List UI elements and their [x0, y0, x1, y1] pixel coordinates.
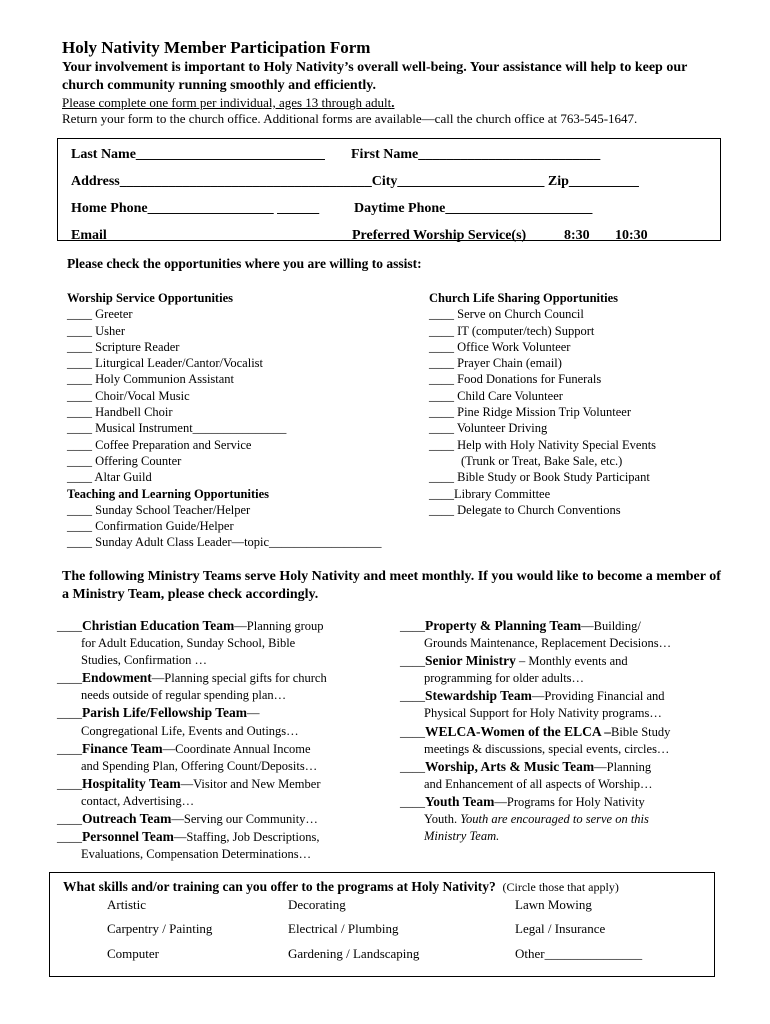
team-name: Senior Ministry: [425, 653, 516, 669]
team-description-line: Physical Support for Holy Nativity programs…: [424, 706, 662, 721]
team-check-blank[interactable]: ____: [57, 830, 82, 845]
opportunity-item[interactable]: ____ Liturgical Leader/Cantor/Vocalist: [67, 356, 264, 371]
team-description-line: Studies, Confirmation …: [81, 653, 208, 668]
team-description-line: programming for older adults…: [424, 671, 585, 686]
team-description-line: needs outside of regular spending plan…: [81, 688, 287, 703]
ministry-teams-heading: The following Ministry Teams serve Holy Nativity and meet monthly. If you would like to become a member of a Ministry Team, please check accordingly.: [62, 569, 721, 602]
opportunities-left-column: [67, 290, 382, 551]
skills-box: [49, 872, 715, 977]
opportunity-item[interactable]: ____ Sunday School Teacher/Helper: [67, 502, 251, 517]
team-name: Stewardship Team: [425, 688, 532, 704]
team-check-blank[interactable]: ____: [400, 724, 425, 739]
skill-option[interactable]: Legal / Insurance: [515, 921, 606, 936]
team-description-line: and Enhancement of all aspects of Worship…: [424, 776, 653, 791]
opportunity-item[interactable]: ____ Usher: [67, 323, 125, 338]
team-check-blank[interactable]: ____: [400, 794, 425, 809]
team-description-line: [400, 811, 671, 828]
team-name: Personnel Team: [82, 829, 174, 845]
team-check-blank[interactable]: ____: [400, 619, 425, 633]
skill-option[interactable]: Computer: [107, 946, 159, 961]
skills-instruction: (Circle those that apply): [502, 880, 619, 894]
daytime-phone-field[interactable]: Daytime Phone_____________________: [354, 201, 593, 216]
team-description: —Building/: [581, 619, 641, 633]
team-name: Finance Team: [82, 740, 163, 756]
opportunity-item[interactable]: ____ Food Donations for Funerals: [429, 372, 602, 387]
team-description-line: meetings & discussions, special events, circles…: [424, 741, 670, 756]
skill-option[interactable]: Other_______________: [515, 946, 643, 961]
team-name: Outreach Team: [82, 811, 172, 827]
ministry-team-item[interactable]: [400, 793, 671, 811]
ministry-team-item[interactable]: [57, 828, 327, 846]
opportunity-item[interactable]: ____ IT (computer/tech) Support: [429, 323, 595, 338]
youth-encouragement-note: Youth are encouraged to serve on this: [460, 812, 649, 827]
opportunity-item[interactable]: ____ Offering Counter: [67, 453, 182, 468]
opportunity-item[interactable]: ____ Holy Communion Assistant: [67, 372, 235, 387]
worship-time-1030[interactable]: 10:30: [615, 228, 648, 243]
skill-option[interactable]: Lawn Mowing: [515, 897, 592, 912]
skill-option[interactable]: Artistic: [107, 897, 146, 912]
team-name: Youth Team: [425, 793, 495, 809]
opportunity-section-heading: Teaching and Learning Opportunities: [67, 486, 270, 501]
team-description: —Staffing, Job Descriptions,: [173, 830, 320, 845]
opportunity-item[interactable]: ____ Altar Guild: [67, 470, 152, 485]
team-name: Parish Life/Fellowship Team: [82, 705, 248, 721]
ministry-team-item[interactable]: [400, 687, 671, 705]
team-description-line: contact, Advertising…: [81, 793, 195, 808]
team-description: —: [247, 706, 260, 721]
opportunity-section-heading: Worship Service Opportunities: [67, 291, 233, 305]
team-description-line: and Spending Plan, Offering Count/Deposits…: [81, 758, 318, 773]
opportunity-item[interactable]: ____Library Committee: [429, 486, 551, 501]
ministry-team-item[interactable]: [400, 617, 671, 635]
ministry-team-item[interactable]: [400, 652, 671, 670]
opportunity-item[interactable]: ____ Sunday Adult Class Leader—topic__________________: [67, 535, 382, 550]
team-name: Endowment: [82, 670, 152, 686]
opportunity-item[interactable]: ____ Greeter: [67, 307, 133, 322]
opportunity-item[interactable]: ____ Serve on Church Council: [429, 307, 584, 322]
ministry-teams-left-column: [57, 617, 327, 863]
skills-question: [63, 879, 619, 895]
opportunity-item-detail: (Trunk or Treat, Bake Sale, etc.): [461, 453, 623, 468]
intro-text: Your involvement is important to Holy Nativity’s overall well-being. Your assistance will help to keep our church community running smoothly and efficiently.: [62, 60, 688, 93]
last-name-field[interactable]: Last Name___________________________: [71, 147, 325, 162]
ministry-team-item[interactable]: [57, 810, 327, 828]
youth-team-note: Youth.: [424, 812, 458, 827]
ministry-team-item[interactable]: [400, 723, 671, 741]
team-description: —Planning special gifts for church: [151, 671, 327, 686]
opportunity-item[interactable]: ____ Delegate to Church Conventions: [429, 502, 621, 517]
ministry-team-item[interactable]: [400, 758, 671, 776]
youth-encouragement-note-line-2: Ministry Team.: [424, 829, 500, 844]
opportunity-item[interactable]: ____ Musical Instrument_______________: [67, 421, 287, 436]
ministry-team-item[interactable]: [57, 704, 327, 722]
email-field[interactable]: Email_____________________________: [71, 228, 310, 243]
opportunity-item[interactable]: ____ Volunteer Driving: [429, 421, 548, 436]
skill-option[interactable]: Electrical / Plumbing: [288, 921, 399, 936]
opportunity-item[interactable]: ____ Handbell Choir: [67, 405, 173, 420]
team-description-line: Congregational Life, Events and Outings…: [81, 723, 299, 738]
opportunity-item[interactable]: ____ Coffee Preparation and Service: [67, 437, 252, 452]
ministry-team-item[interactable]: [57, 669, 327, 687]
skill-option[interactable]: Gardening / Landscaping: [288, 946, 420, 961]
opportunities-right-column: [429, 290, 656, 518]
team-name: Christian Education Team: [82, 618, 235, 633]
team-description-line: Evaluations, Compensation Determinations…: [81, 847, 312, 862]
team-description: —Coordinate Annual Income: [162, 741, 311, 756]
team-description-line: Grounds Maintenance, Replacement Decisions…: [424, 636, 672, 651]
team-check-blank[interactable]: ____: [57, 619, 82, 633]
team-description: —Planning: [594, 759, 652, 774]
first-name-field[interactable]: First Name__________________________: [351, 147, 601, 162]
ministry-team-item[interactable]: [57, 740, 327, 758]
form-title: Holy Nativity Member Participation Form: [62, 38, 371, 57]
team-check-blank[interactable]: ____: [57, 812, 82, 827]
team-check-blank[interactable]: ____: [57, 671, 82, 686]
team-check-blank[interactable]: ____: [57, 706, 82, 721]
opportunity-item[interactable]: ____ Pine Ridge Mission Trip Volunteer: [429, 405, 631, 420]
preferred-worship-label: Preferred Worship Service(s): [352, 228, 527, 243]
ministry-teams-right-column: [400, 617, 671, 845]
team-description: —Programs for Holy Nativity: [494, 794, 645, 809]
opportunity-item[interactable]: ____ Prayer Chain (email): [429, 356, 562, 371]
ministry-team-item[interactable]: [57, 617, 327, 635]
opportunity-item[interactable]: ____ Confirmation Guide/Helper: [67, 519, 234, 534]
opportunities-heading: Please check the opportunities where you are willing to assist:: [67, 256, 422, 271]
skills-question-text: What skills and/or training can you offer to the programs at Holy Nativity?: [63, 879, 496, 894]
home-phone-field[interactable]: Home Phone__________________ ______: [71, 201, 320, 216]
team-description: Bible Study: [611, 724, 671, 739]
team-check-blank[interactable]: ____: [57, 776, 82, 791]
opportunity-item[interactable]: ____ Child Care Volunteer: [429, 388, 563, 403]
completion-note-period: .: [391, 95, 395, 110]
address-city-zip-field[interactable]: Address____________________________________City_____________________ Zip__________: [71, 174, 639, 189]
opportunity-item[interactable]: ____ Bible Study or Book Study Participant: [429, 470, 650, 485]
team-name: WELCA-Women of the ELCA –: [425, 723, 612, 739]
completion-note-text: Please complete one form per individual, ages 13 through adult: [62, 95, 392, 110]
member-info-box: [57, 138, 721, 241]
ministry-team-item[interactable]: [57, 775, 327, 793]
opportunity-item[interactable]: ____ Office Work Volunteer: [429, 339, 571, 354]
team-check-blank[interactable]: ____: [57, 741, 82, 756]
opportunity-item[interactable]: ____ Help with Holy Nativity Special Events: [429, 437, 657, 452]
team-check-blank[interactable]: ____: [400, 759, 425, 774]
completion-note: [62, 95, 395, 111]
team-check-blank[interactable]: ____: [400, 654, 425, 669]
opportunity-item[interactable]: ____ Choir/Vocal Music: [67, 388, 190, 403]
team-description: —Serving our Community…: [171, 812, 318, 827]
skill-option[interactable]: Decorating: [288, 897, 346, 912]
team-description: —Providing Financial and: [531, 689, 665, 704]
opportunity-section-heading: Church Life Sharing Opportunities: [429, 291, 619, 305]
team-name: Hospitality Team: [82, 775, 181, 791]
team-description: —Planning group: [234, 619, 324, 633]
opportunity-item[interactable]: ____ Scripture Reader: [67, 339, 180, 354]
team-description-line: for Adult Education, Sunday School, Bible: [81, 636, 296, 651]
skill-option[interactable]: Carpentry / Painting: [107, 921, 213, 936]
team-name: Worship, Arts & Music Team: [425, 758, 595, 774]
team-description: —Visitor and New Member: [180, 776, 321, 791]
return-note: Return your form to the church office. Additional forms are available—call the church office at 763-545-1647.: [62, 111, 638, 126]
team-check-blank[interactable]: ____: [400, 689, 425, 704]
team-description: – Monthly events and: [515, 654, 628, 669]
worship-time-830[interactable]: 8:30: [564, 228, 590, 243]
team-name: Property & Planning Team: [425, 618, 582, 633]
